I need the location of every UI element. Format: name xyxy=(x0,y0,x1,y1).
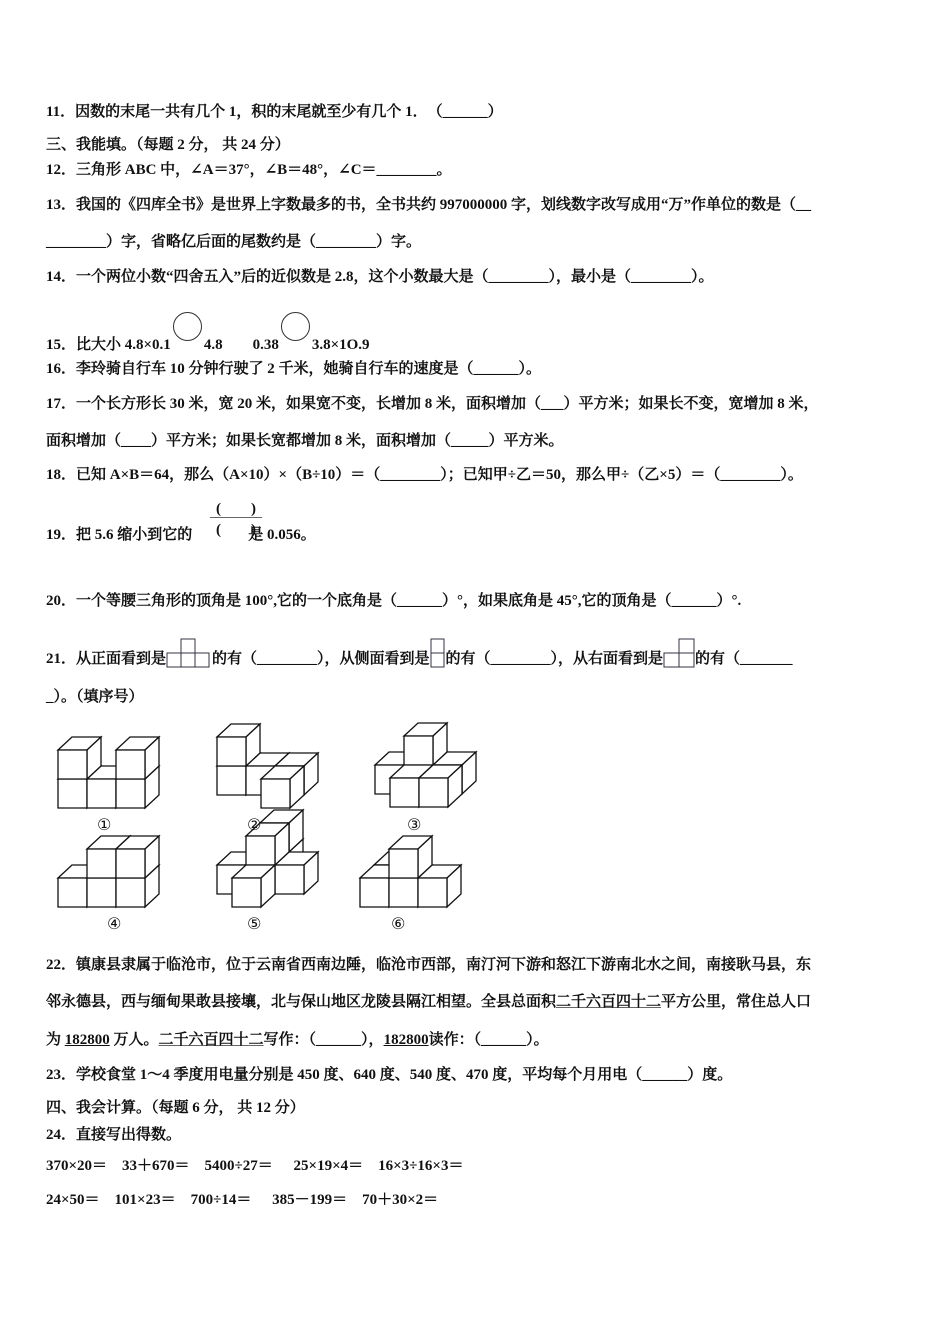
cube-figure-5 xyxy=(217,810,318,907)
question-22-line2 xyxy=(46,992,811,1012)
cube-front-face xyxy=(87,779,116,808)
question-16: 16．李玲骑自行车 10 分钟行驶了 2 千米，她骑自行车的速度是（______）。 xyxy=(46,361,542,377)
question-21-line2: _）。（填序号） xyxy=(46,689,144,705)
q22-text: 平方公里，常住总人口 xyxy=(661,994,812,1010)
underlined-area: 二千六百四十二 xyxy=(556,994,662,1010)
cube-front-face xyxy=(360,878,389,907)
question-23: 23．学校食堂 1～4 季度用电量分别是 450 度、640 度、540 度、470 度，平均每个月用电（______）度。 xyxy=(46,1067,733,1083)
question-20: 20．一个等腰三角形的顶角是 100°,它的一个底角是（______）°，如果底角是 45°,它的顶角是（______）°. xyxy=(46,593,742,609)
figure-label-6: ⑥ xyxy=(391,914,406,933)
q22-text: 为 xyxy=(46,1032,62,1048)
cube-front-face xyxy=(116,779,145,808)
cube-front-face xyxy=(58,750,87,779)
q22-text: 万人。 xyxy=(113,1032,159,1048)
question-11: 11．因数的末尾一共有几个 1，积的末尾就至少有几个 1． （______） xyxy=(46,104,503,120)
cube-figure-6 xyxy=(360,836,461,907)
q15-prefix: 15．比大小 4.8×0.1 xyxy=(46,337,171,353)
figure-label-2: ② xyxy=(247,815,262,834)
q19-suffix: 是 0.056。 xyxy=(248,527,316,543)
underlined-population: 182800 xyxy=(383,1032,429,1048)
question-14: 14．一个两位小数“四舍五入”后的近似数是 2.8，这个小数最大是（________），最小是（________）。 xyxy=(46,269,714,285)
cube-front-face xyxy=(58,779,87,808)
cube-figure-2 xyxy=(217,724,318,808)
question-13-line1: 13．我国的《四库全书》是世界上字数最多的书，全书共约 997000000 字，划线数字改写成用“万”作单位的数是（__ xyxy=(46,197,812,213)
question-13-line2: ________）字，省略亿后面的尾数约是（________）字。 xyxy=(46,234,422,250)
figure-label-3: ③ xyxy=(407,815,422,834)
q19-prefix: 19．把 5.6 缩小到它的 xyxy=(46,527,193,543)
cube-front-face xyxy=(246,836,275,865)
cube-front-face xyxy=(116,849,145,878)
cube-front-face xyxy=(116,878,145,907)
cube-front-face xyxy=(232,878,261,907)
cube-front-face xyxy=(87,878,116,907)
q21-part4: 的有（_______ xyxy=(695,651,793,667)
q22-text: 写作：（______）， xyxy=(263,1032,384,1048)
q21-part1: 21．从正面看到是 xyxy=(46,651,167,667)
question-18: 18．已知 A×B＝64，那么（A×10）×（B÷10）＝（________）；已知甲÷乙＝50，那么甲÷（乙×5）＝（________）。 xyxy=(46,467,803,483)
underlined-area: 二千六百四十二 xyxy=(158,1032,264,1048)
question-17-line2: 面积增加（____）平方米；如果长宽都增加 8 米，面积增加（_____）平方米。 xyxy=(46,433,564,449)
q15-suffix: 3.8×1O.9 xyxy=(311,337,370,353)
question-24: 24．直接写出得数。 xyxy=(46,1127,182,1143)
cube-front-face xyxy=(419,778,448,807)
cube-front-face xyxy=(261,779,290,808)
q15-mid: 4.8 0.38 xyxy=(203,337,279,353)
cube-front-face xyxy=(217,737,246,766)
q22-text: 读作：（______）。 xyxy=(428,1032,549,1048)
section-4-heading: 四、我会计算。（每题 6 分， 共 12 分） xyxy=(46,1100,305,1116)
cube-front-face xyxy=(275,865,304,894)
cube-figure-4 xyxy=(58,836,159,907)
q21-part2: 的有（________），从侧面看到是 xyxy=(212,651,430,667)
cube-front-face xyxy=(404,736,433,765)
fraction-denominator[interactable]: ( ) xyxy=(210,517,262,539)
section-3-heading: 三、我能填。（每题 2 分， 共 24 分） xyxy=(46,137,290,153)
question-22-line3 xyxy=(46,1030,549,1050)
cube-front-face xyxy=(58,878,87,907)
q21-part3: 的有（________），从右面看到是 xyxy=(445,651,664,667)
question-17-line1: 17．一个长方形长 30 米，宽 20 米，如果宽不变，长增加 8 米，面积增加（___）平方米；如果长不变，宽增加 8 米， xyxy=(46,396,819,412)
question-22-line1: 22．镇康县隶属于临沧市，位于云南省西南边陲，临沧市西部，南汀河下游和怒江下游南北水之间，南接耿马县，东 xyxy=(46,957,812,973)
figure-label-1: ① xyxy=(97,815,112,834)
cube-figure-1 xyxy=(58,737,159,808)
cube-front-face xyxy=(217,766,246,795)
fraction-numerator[interactable]: ( ) xyxy=(216,501,256,517)
figure-label-4: ④ xyxy=(107,914,122,933)
cube-front-face xyxy=(389,878,418,907)
q22-text: 邻永德县，西与缅甸果敢县接壤，北与保山地区龙陵县隔江相望。全县总面积 xyxy=(46,994,557,1010)
cube-front-face xyxy=(390,778,419,807)
cube-front-face xyxy=(418,878,447,907)
underlined-population: 182800 xyxy=(64,1032,110,1048)
question-12: 12．三角形 ABC 中，∠A＝37°，∠B＝48°，∠C＝________。 xyxy=(46,162,452,178)
figure-label-5: ⑤ xyxy=(247,914,262,933)
cube-figure-3 xyxy=(375,723,476,807)
calc-row-2: 24×50＝ 101×23＝ 700÷14＝ 385－199＝ 70＋30×2＝ xyxy=(46,1192,439,1208)
cube-front-face xyxy=(389,849,418,878)
calc-row-1: 370×20＝ 33＋670＝ 5400÷27＝ 25×19×4＝ 16×3÷16×3＝ xyxy=(46,1158,464,1174)
cube-front-face xyxy=(87,849,116,878)
cube-front-face xyxy=(116,750,145,779)
